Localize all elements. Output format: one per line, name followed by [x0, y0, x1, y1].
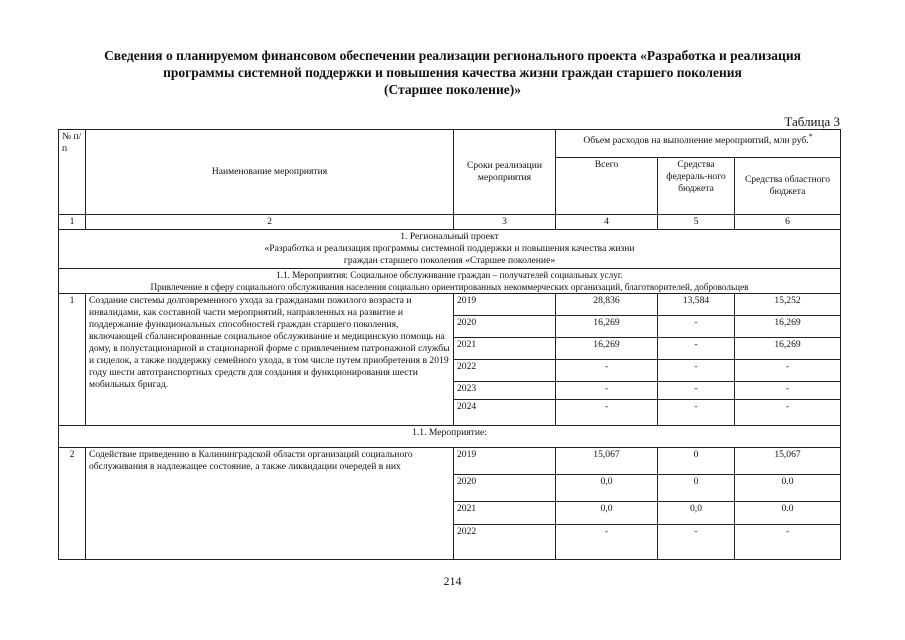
table-row — [59, 294, 841, 316]
row-year: 2022 — [454, 525, 556, 560]
column-number-row — [59, 215, 841, 230]
row-federal: 13,584 — [658, 294, 735, 316]
row-regional: 15,252 — [735, 294, 841, 316]
row-year: 2020 — [454, 316, 556, 338]
header-federal: Средства федераль-ного бюджета — [658, 158, 735, 215]
row-year: 2022 — [454, 360, 556, 382]
header-total: Всего — [556, 158, 658, 215]
row-regional: 16,269 — [735, 338, 841, 360]
row-total: 16,269 — [556, 338, 658, 360]
col-number: 6 — [735, 215, 841, 230]
row-federal: - — [658, 400, 735, 426]
col-number: 5 — [658, 215, 735, 230]
event-row — [59, 426, 841, 448]
event-row — [59, 269, 841, 294]
row-total: - — [556, 382, 658, 400]
row-regional: - — [735, 525, 841, 560]
row-regional: - — [735, 382, 841, 400]
row-federal: 0 — [658, 475, 735, 502]
header-volume — [556, 130, 841, 158]
header-regional: Средства областного бюджета — [735, 158, 841, 215]
row-total: - — [556, 525, 658, 560]
col-number: 3 — [454, 215, 556, 230]
row-regional: - — [735, 400, 841, 426]
row-total: - — [556, 360, 658, 382]
row-federal: - — [658, 525, 735, 560]
row-num: 2 — [59, 448, 86, 560]
document-title — [40, 47, 865, 98]
row-federal: - — [658, 316, 735, 338]
header-terms: Сроки реализации мероприятия — [454, 130, 556, 215]
row-total: 16,269 — [556, 316, 658, 338]
row-regional: 0.0 — [735, 502, 841, 525]
title-line-3: (Старшее поколение)» — [384, 82, 521, 97]
section-row — [59, 230, 841, 269]
event-1-1 — [59, 269, 841, 294]
title-line-1: Сведения о планируемом финансовом обеспечении реализации регионального проекта «Разработка и реализация — [104, 48, 801, 63]
header-name: Наименование мероприятия — [86, 130, 454, 215]
row-year: 2019 — [454, 448, 556, 475]
section-regional-project — [59, 230, 841, 269]
row-year: 2024 — [454, 400, 556, 426]
col-number: 2 — [86, 215, 454, 230]
table-row — [59, 448, 841, 475]
row-regional: - — [735, 360, 841, 382]
row-federal: - — [658, 382, 735, 400]
col-number: 4 — [556, 215, 658, 230]
table-label: Таблица 3 — [784, 114, 840, 129]
row-total: - — [556, 400, 658, 426]
section-line-3: граждан старшего поколения «Старшее поколение» — [343, 255, 556, 266]
row-regional: 15,067 — [735, 448, 841, 475]
row-regional: 0.0 — [735, 475, 841, 502]
row-federal: - — [658, 360, 735, 382]
row-name: Содействие приведению в Калининградской области организаций социального обслуживания в надлежащее состояние, а также ликвидации очередей в них — [86, 448, 454, 560]
row-year: 2021 — [454, 502, 556, 525]
page-number: 214 — [443, 574, 462, 588]
row-year: 2019 — [454, 294, 556, 316]
row-federal: - — [658, 338, 735, 360]
row-federal: 0 — [658, 448, 735, 475]
title-line-2: программы системной поддержки и повышения качества жизни граждан старшего поколения — [163, 65, 742, 80]
row-federal: 0,0 — [658, 502, 735, 525]
row-total: 15,067 — [556, 448, 658, 475]
col-number: 1 — [59, 215, 86, 230]
header-row-1 — [59, 130, 841, 158]
row-num: 1 — [59, 294, 86, 426]
row-year: 2020 — [454, 475, 556, 502]
row-total: 0,0 — [556, 502, 658, 525]
event-line-1: 1.1. Мероприятия: Социальное обслуживание граждан – получателей социальных услуг. — [276, 270, 623, 280]
row-regional: 16,269 — [735, 316, 841, 338]
event-line-2: Привлечение в сферу социального обслуживания населения социально ориентированных некоммерческих организаций, благотворителей, добровольцев — [150, 282, 749, 292]
row-year: 2023 — [454, 382, 556, 400]
section-line-2: «Разработка и реализация программы системной поддержки и повышения качества жизни — [264, 243, 635, 254]
section-line-1: 1. Региональный проект — [400, 231, 499, 242]
event-1-1-short: 1.1. Мероприятие: — [59, 426, 841, 448]
financing-table — [58, 129, 841, 560]
header-volume-text: Объем расходов на выполнение мероприятий, млн руб. — [583, 135, 809, 147]
row-year: 2021 — [454, 338, 556, 360]
row-total: 0,0 — [556, 475, 658, 502]
row-total: 28,836 — [556, 294, 658, 316]
header-num: № п/п — [59, 130, 86, 215]
row-name: Создание системы долговременного ухода за гражданами пожилого возраста и инвалидами, как составной части мероприятий, направленных на развитие и поддержание функциональных способностей граждан старшего поколения, включающей сбалансированные социальное обслуживание и медицинскую помощь на дому, в полустационарной и стационарной форме с привлечением патронажной службы и сиделок, а также поддержку семейного ухода, в том числе путем приобретения в 2019 году шести автотранспортных средств для создания и функционирования шести мобильных бригад. — [86, 294, 454, 426]
header-volume-mark: * — [808, 132, 813, 141]
